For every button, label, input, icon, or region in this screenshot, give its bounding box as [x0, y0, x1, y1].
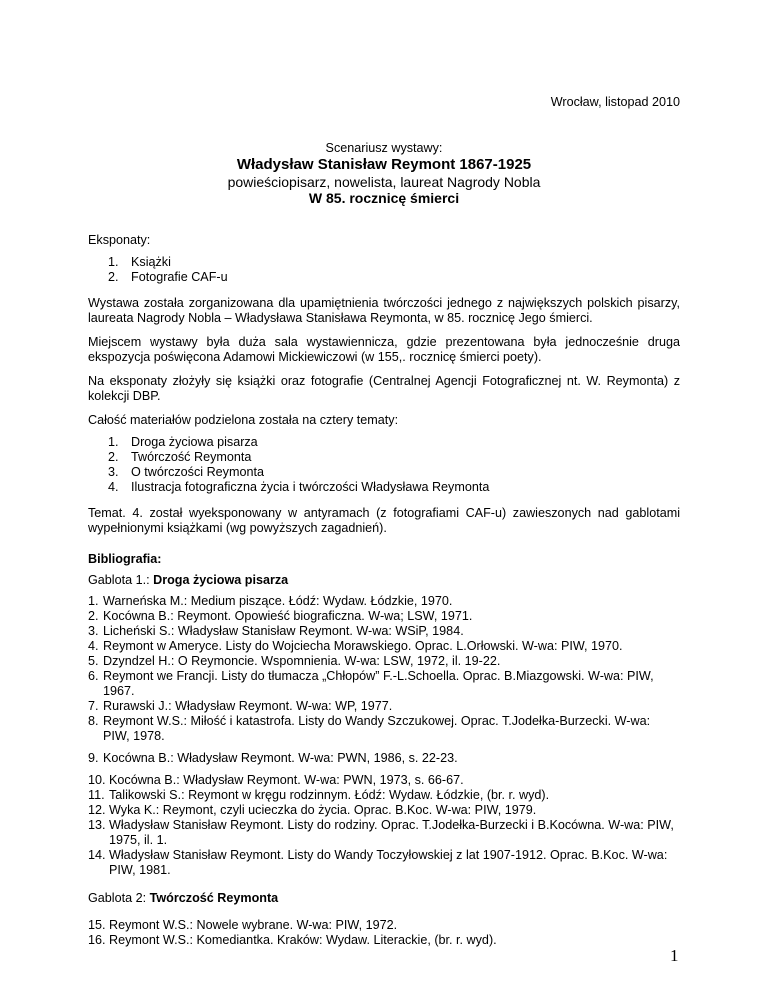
list-item: [108, 480, 680, 495]
list-text: O twórczości Reymonta: [131, 465, 264, 479]
gablota-name: Droga życiowa pisarza: [153, 573, 289, 587]
list-number: 12.: [88, 803, 106, 817]
list-item: [88, 594, 680, 609]
paragraph-topics: Całość materiałów podzielona została na cztery tematy:: [88, 413, 399, 427]
list-number: 3.: [108, 465, 119, 479]
header-description: powieściopisarz, nowelista, laureat Nagrody Nobla: [227, 174, 541, 190]
list-number: 4.: [108, 480, 119, 494]
list-number: 5.: [88, 654, 99, 668]
paragraph-topic4: Temat. 4. został wyeksponowany w antyramach (z fotografiami CAF-u) zawieszonych nad gablotami wypełnionymi książkami (wg powyższych zagadnień).: [88, 506, 680, 535]
list-number: 9.: [88, 751, 99, 765]
gablota-name: Twórczość Reymonta: [149, 891, 279, 905]
list-item: [108, 255, 680, 270]
header-title: Władysław Stanisław Reymont 1867-1925: [236, 156, 532, 173]
list-item: [108, 435, 680, 450]
dateline: Wrocław, listopad 2010: [550, 95, 680, 109]
list-item: [88, 933, 680, 948]
list-text: Wyka K.: Reymont, czyli ucieczka do życia. Oprac. B.Koc. W-wa: PIW, 1979.: [109, 803, 537, 817]
list-text: Fotografie CAF-u: [131, 270, 228, 284]
list-item: [88, 918, 680, 933]
list-item: [88, 624, 680, 639]
list-text: Kocówna B.: Władysław Reymont. W-wa: PWN, 1986, s. 22-23.: [103, 751, 458, 765]
document-body: [88, 233, 680, 948]
list-text: Ilustracja fotograficzna życia i twórczości Władysława Reymonta: [131, 480, 490, 494]
list-item: [88, 788, 680, 803]
list-item: [88, 773, 680, 788]
eksponaty-label: Eksponaty:: [88, 233, 151, 247]
list-text: Warneńska M.: Medium piszące. Łódź: Wydaw. Łódzkie, 1970.: [103, 594, 453, 608]
list-number: 1.: [108, 435, 119, 449]
topics-list: [88, 435, 680, 495]
list-text: Dzyndzel H.: O Reymoncie. Wspomnienia. W-wa: LSW, 1972, il. 19-22.: [103, 654, 501, 668]
list-number: 1.: [108, 255, 119, 269]
list-item: [108, 465, 680, 480]
list-number: 10.: [88, 773, 106, 787]
paragraph-venue: Miejscem wystawy była duża sala wystawiennicza, gdzie prezentowana była jednocześnie druga ekspozycja poświęcona Adamowi Mickiewiczowi (w 155,. rocznicę śmierci poety).: [88, 335, 680, 364]
list-number: 3.: [88, 624, 99, 638]
list-number: 16.: [88, 933, 106, 947]
bibliography-list-1c: [88, 773, 680, 878]
list-text: Reymont w Ameryce. Listy do Wojciecha Morawskiego. Oprac. L.Orłowski. W-wa: PIW, 1970.: [103, 639, 623, 653]
list-item: [88, 803, 680, 818]
paragraph-intro: Wystawa została zorganizowana dla upamiętnienia twórczości jednego z największych polskich pisarzy, laureata Nagrody Nobla – Władysława Stanisława Reymonta, w 85. rocznicę Jego śmierci.: [88, 296, 680, 325]
list-item: [88, 699, 680, 714]
header-anniversary: W 85. rocznicę śmierci: [308, 190, 460, 206]
eksponaty-list: [88, 255, 680, 285]
list-number: 2.: [88, 609, 99, 623]
list-number: 2.: [108, 270, 119, 284]
bibliography-list-2: [88, 918, 680, 948]
list-number: 6.: [88, 669, 99, 683]
list-text: Kocówna B.: Władysław Reymont. W-wa: PWN, 1973, s. 66-67.: [109, 773, 464, 787]
list-text: Droga życiowa pisarza: [131, 435, 258, 449]
list-text: Rurawski J.: Władysław Reymont. W-wa: WP, 1977.: [103, 699, 393, 713]
list-number: 14.: [88, 848, 106, 862]
bibliography-heading: Bibliografia:: [88, 552, 162, 566]
gablota-prefix: Gablota 2:: [88, 891, 150, 905]
list-text: Talikowski S.: Reymont w kręgu rodzinnym. Łódź: Wydaw. Łódzkie, (br. r. wyd).: [109, 788, 550, 802]
list-number: 15.: [88, 918, 106, 932]
list-text: Władysław Stanisław Reymont. Listy do rodziny. Oprac. T.Jodełka-Burzecki i B.Kocówna. W-wa: PIW, 1975, il. 1.: [109, 818, 674, 847]
gablota-2-heading: [88, 891, 680, 906]
list-item: [88, 751, 680, 766]
gablota-prefix: Gablota 1.:: [88, 573, 154, 587]
list-item: [88, 609, 680, 624]
list-number: 1.: [88, 594, 99, 608]
list-number: 13.: [88, 818, 106, 832]
bibliography-list-1b: [88, 751, 680, 766]
list-item: [88, 669, 680, 699]
list-number: 11.: [88, 788, 105, 802]
list-text: Licheński S.: Władysław Stanisław Reymont. W-wa: WSiP, 1984.: [103, 624, 464, 638]
header-subtitle: Scenariusz wystawy:: [325, 141, 443, 155]
list-text: Reymont W.S.: Miłość i katastrofa. Listy do Wandy Szczukowej. Oprac. T.Jodełka-Burzecki. W-wa: PIW, 1978.: [103, 714, 651, 743]
list-item: [108, 450, 680, 465]
bibliography-list-1: [88, 594, 680, 744]
list-item: [88, 848, 680, 878]
page-number: 1: [670, 946, 679, 965]
list-number: 4.: [88, 639, 99, 653]
list-text: Władysław Stanisław Reymont. Listy do Wandy Toczyłowskiej z lat 1907-1912. Oprac. B.Koc. W-wa: PIW, 1981.: [109, 848, 668, 877]
list-item: [88, 818, 680, 848]
list-item: [88, 714, 680, 744]
document-header: [88, 140, 680, 206]
list-text: Twórczość Reymonta: [131, 450, 252, 464]
list-text: Reymont W.S.: Komediantka. Kraków: Wydaw. Literackie, (br. r. wyd).: [109, 933, 497, 947]
list-number: 7.: [88, 699, 99, 713]
list-item: [88, 639, 680, 654]
paragraph-exhibits: Na eksponaty złożyły się książki oraz fotografie (Centralnej Agencji Fotograficznej nt. W. Reymonta) z kolekcji DBP.: [88, 374, 680, 403]
list-text: Kocówna B.: Reymont. Opowieść biograficzna. W-wa; LSW, 1971.: [103, 609, 473, 623]
list-text: Książki: [131, 255, 171, 269]
list-item: [108, 270, 680, 285]
list-number: 2.: [108, 450, 119, 464]
list-text: Reymont we Francji. Listy do tłumacza „Chłopów” F.-L.Schoella. Oprac. B.Miazgowski. W-wa: PIW, 1967.: [103, 669, 654, 698]
list-number: 8.: [88, 714, 99, 728]
list-text: Reymont W.S.: Nowele wybrane. W-wa: PIW, 1972.: [109, 918, 398, 932]
list-item: [88, 654, 680, 669]
gablota-1-heading: [88, 573, 680, 588]
